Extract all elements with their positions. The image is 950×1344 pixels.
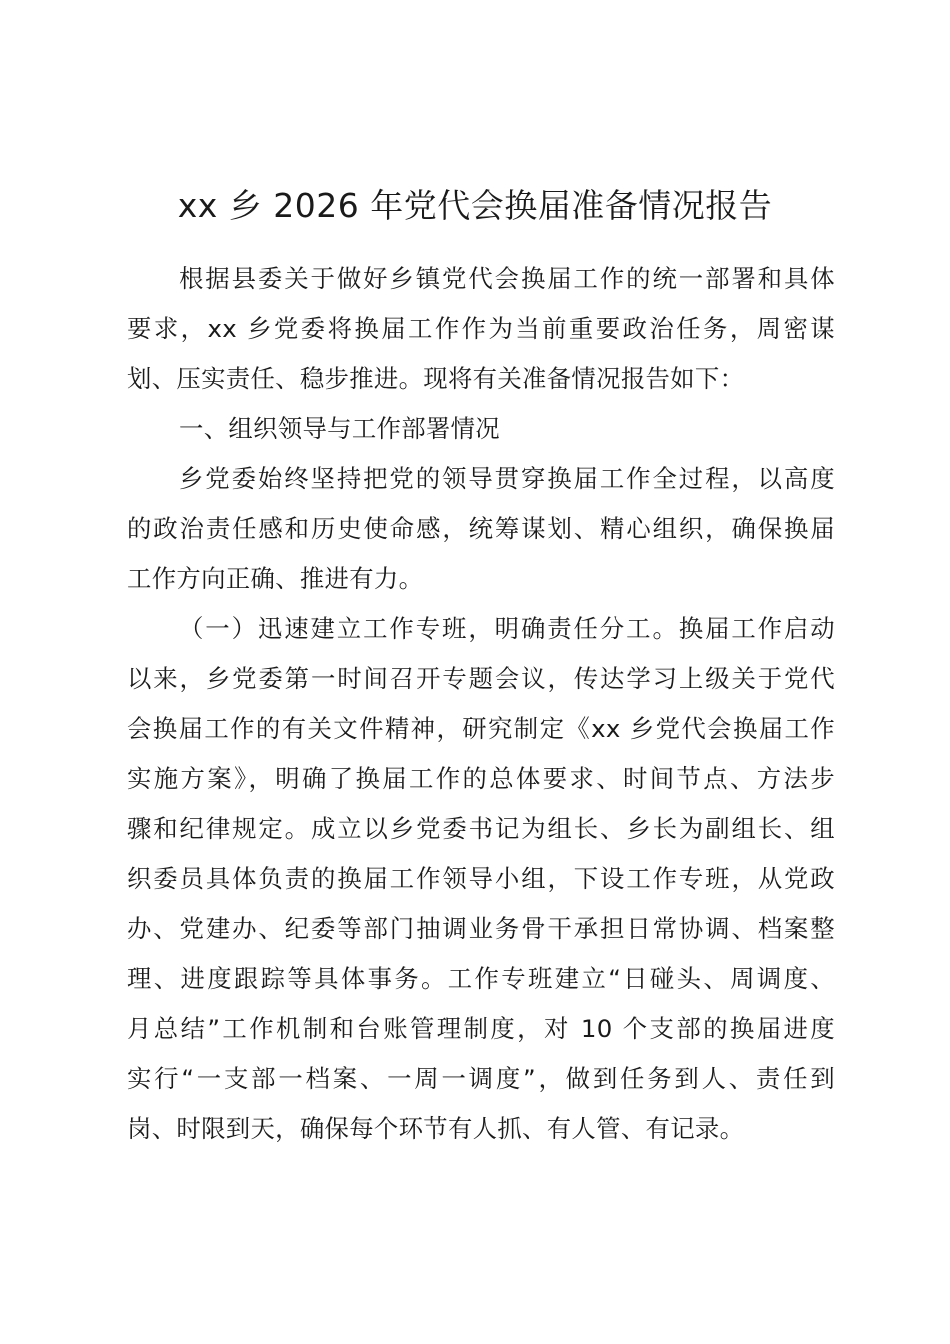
paragraph-line: 会换届工作的有关文件精神，研究制定《xx 乡党代会换届工作 — [127, 714, 835, 743]
paragraph-line: 理、进度跟踪等具体事务。工作专班建立“日碰头、周调度、 — [127, 964, 835, 993]
paragraph-line: 以来，乡党委第一时间召开专题会议，传达学习上级关于党代 — [127, 664, 835, 693]
paragraph-line: 实行“一支部一档案、一周一调度”，做到任务到人、责任到 — [127, 1064, 835, 1093]
paragraph-line: 骤和纪律规定。成立以乡党委书记为组长、乡长为副组长、组 — [127, 814, 835, 843]
paragraph-line: 根据县委关于做好乡镇党代会换届工作的统一部署和具体 — [179, 264, 835, 293]
paragraph-line: 实施方案》，明确了换届工作的总体要求、时间节点、方法步 — [127, 764, 835, 793]
paragraph-line: 划、压实责任、稳步推进。现将有关准备情况报告如下： — [127, 364, 745, 393]
paragraph-line: 要求，xx 乡党委将换届工作作为当前重要政治任务，周密谋 — [127, 314, 835, 343]
document-body — [127, 254, 835, 1154]
paragraph-line: 月总结”工作机制和台账管理制度，对 10 个支部的换届进度 — [127, 1014, 835, 1043]
paragraph-line: 的政治责任感和历史使命感，统筹谋划、精心组织，确保换届 — [127, 514, 835, 543]
paragraph-line: 织委员具体负责的换届工作领导小组，下设工作专班，从党政 — [127, 864, 835, 893]
paragraph-line: （一）迅速建立工作专班，明确责任分工。换届工作启动 — [179, 614, 835, 643]
paragraph-line: 岗、时限到天，确保每个环节有人抓、有人管、有记录。 — [127, 1114, 745, 1143]
section-heading: 一、组织领导与工作部署情况 — [179, 414, 500, 443]
document-title: xx 乡 2026 年党代会换届准备情况报告 — [177, 186, 773, 225]
paragraph-line: 办、党建办、纪委等部门抽调业务骨干承担日常协调、档案整 — [127, 914, 835, 943]
paragraph-line: 乡党委始终坚持把党的领导贯穿换届工作全过程，以高度 — [179, 464, 835, 493]
paragraph-line: 工作方向正确、推进有力。 — [127, 564, 424, 593]
